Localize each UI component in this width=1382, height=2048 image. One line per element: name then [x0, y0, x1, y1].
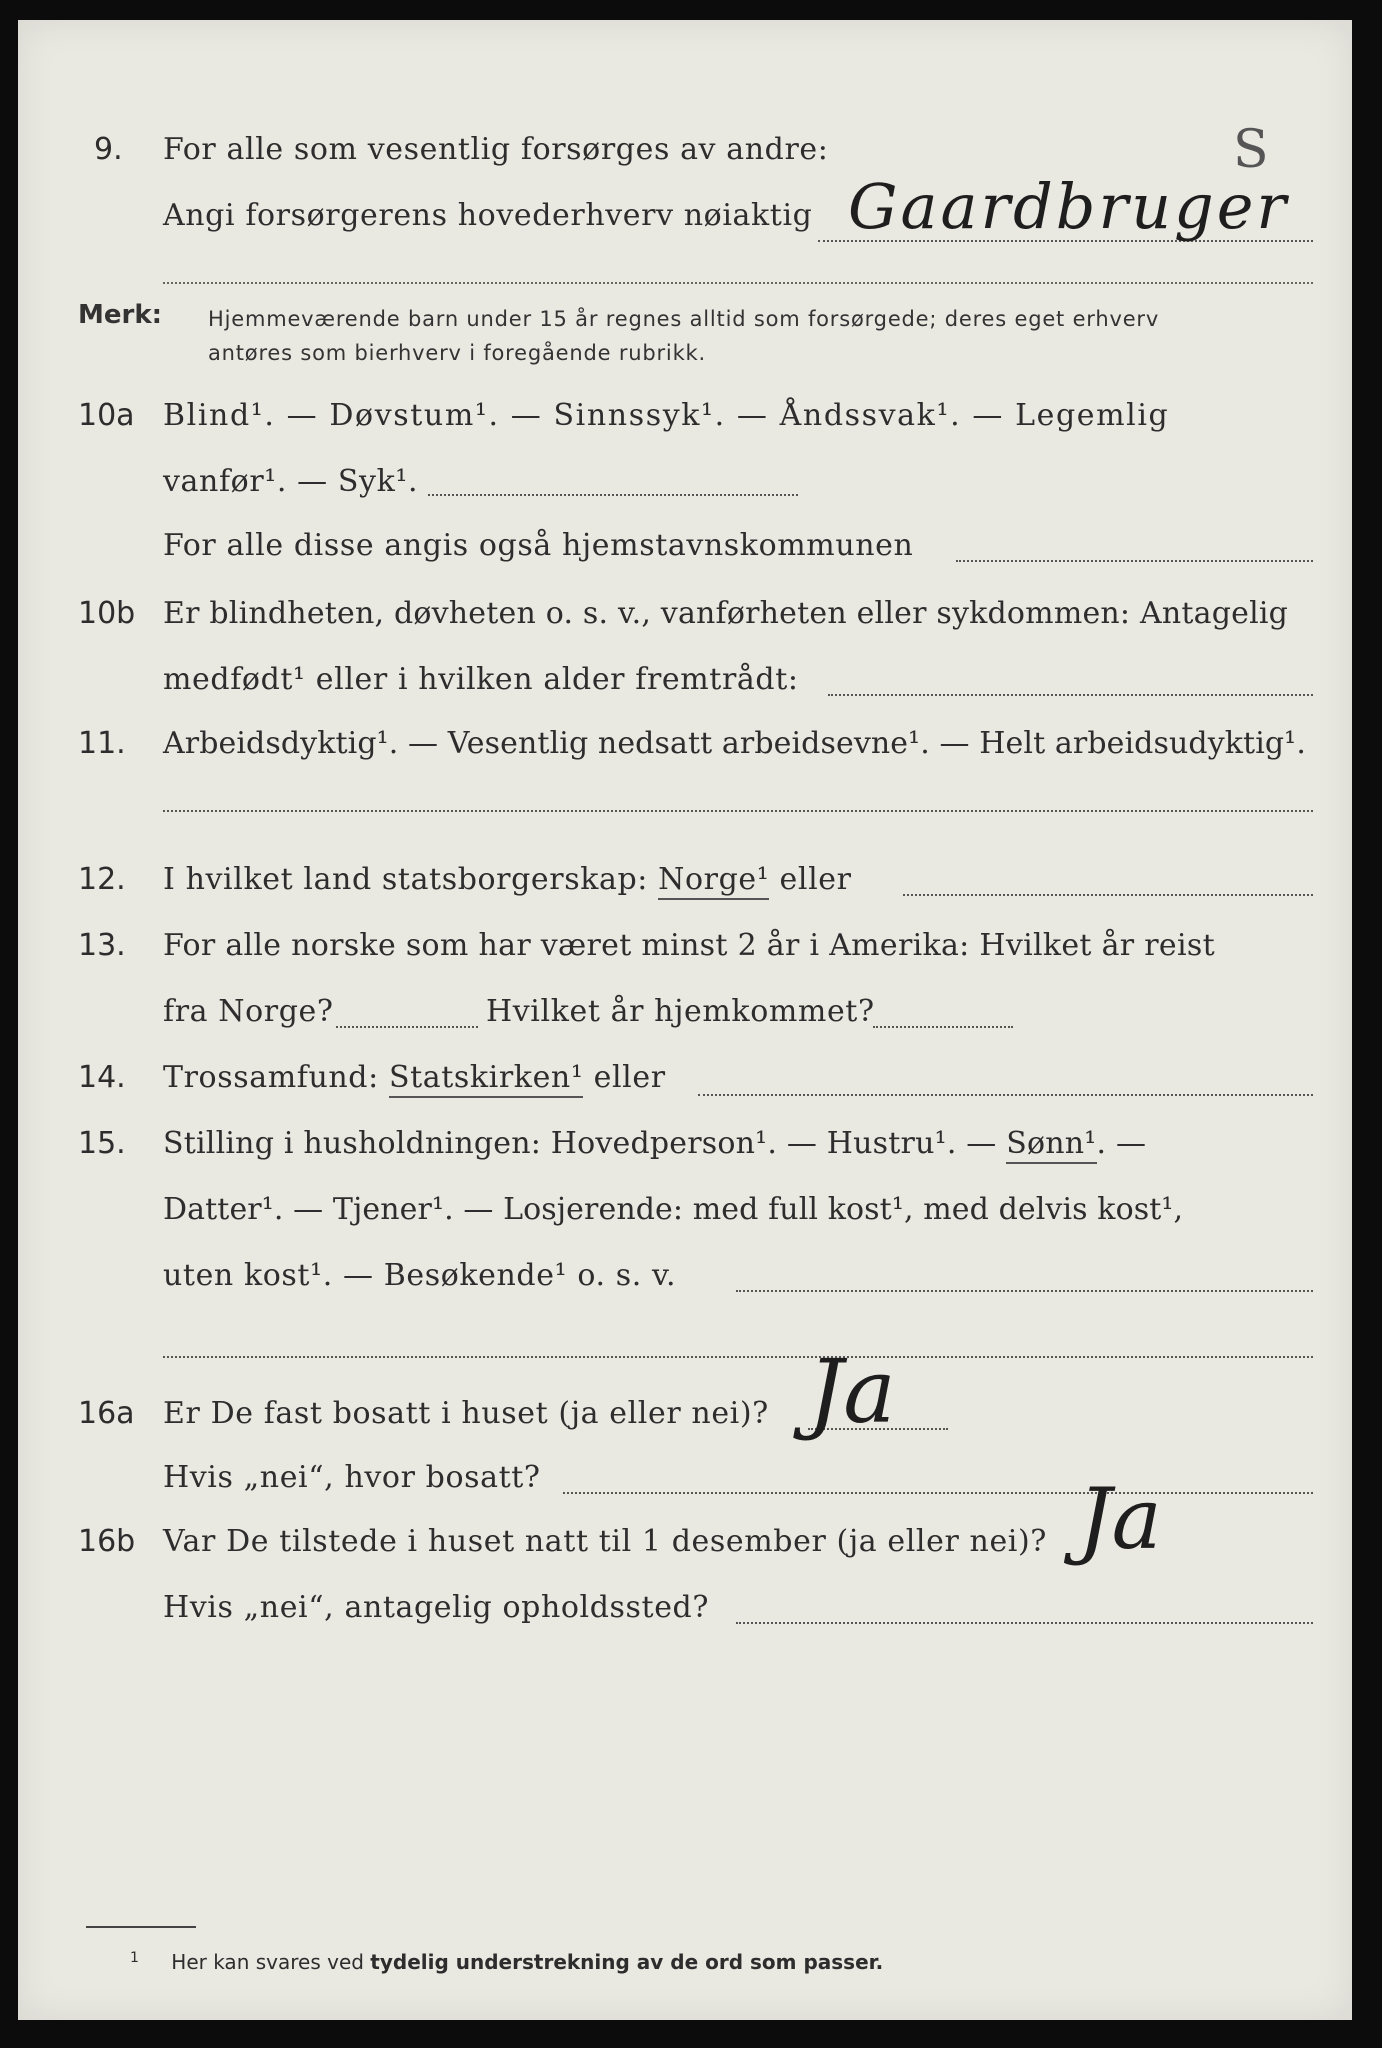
merk-label: Merk:: [78, 300, 163, 330]
q15-field: [736, 1290, 1313, 1292]
q16a-line2: Hvis „nei“, hvor bosatt?: [163, 1460, 541, 1495]
q9-answer: Gaardbruger: [848, 170, 1290, 243]
q14-text: [163, 1060, 666, 1096]
q9-line2: Angi forsørgerens hovederhverv nøiaktig: [163, 198, 813, 233]
q13-hjem-field: [873, 1026, 1013, 1028]
q16b-line2: Hvis „nei“, antagelig opholdssted?: [163, 1590, 710, 1625]
q14-field: [698, 1094, 1313, 1096]
q16a-number: 16a: [78, 1396, 135, 1431]
census-form-page: [18, 20, 1352, 2020]
q11-line1: Arbeidsdyktig¹. — Vesentlig nedsatt arbeidsevne¹. — Helt arbeidsudyktig¹.: [163, 726, 1306, 761]
q11-field: [163, 810, 1313, 812]
q10a-number: 10a: [78, 398, 135, 433]
q16a-line1: Er De fast bosatt i huset (ja eller nei)?: [163, 1396, 769, 1431]
q10a-line3: For alle disse angis også hjemstavnskommunen: [163, 528, 914, 563]
q13-line2b: Hvilket år hjemkommet?: [486, 994, 875, 1029]
q15-line3: uten kost¹. — Besøkende¹ o. s. v.: [163, 1258, 677, 1293]
q16a-answer: Ja: [808, 1340, 896, 1443]
q14-prefix: Trossamfund:: [163, 1060, 379, 1095]
footnote-rule: [86, 1926, 196, 1928]
q13-line1: For alle norske som har været minst 2 år i Amerika: Hvilket år reist: [163, 928, 1215, 963]
footnote-plain: Her kan svares ved: [171, 1950, 364, 1974]
q15-extra-field: [163, 1356, 1313, 1358]
footnote-mark: 1: [130, 1950, 139, 1966]
q16b-number: 16b: [78, 1524, 136, 1559]
q10b-number: 10b: [78, 596, 136, 631]
q15-number: 15.: [78, 1126, 126, 1161]
q14-suffix: eller: [593, 1060, 666, 1095]
q16b-line1: Var De tilstede i huset natt til 1 desember (ja eller nei)?: [163, 1524, 1047, 1559]
q16b-answer: Ja: [1078, 1470, 1162, 1568]
q9-number: 9.: [94, 132, 123, 167]
q12-number: 12.: [78, 862, 126, 897]
q15-underlined: Sønn¹: [1006, 1126, 1096, 1164]
q13-reist-field: [336, 1026, 478, 1028]
q12-field: [903, 894, 1313, 896]
q10a-line1: Blind¹. — Døvstum¹. — Sinnssyk¹. — Åndssvak¹. — Legemlig: [163, 398, 1170, 433]
footnote-bold: tydelig understrekning av de ord som passer.: [370, 1950, 884, 1974]
corner-mark: S: [1233, 120, 1269, 180]
q15-line1a: Stilling i husholdningen: Hovedperson¹. — Hustru¹. —: [163, 1126, 997, 1161]
q15-line2: Datter¹. — Tjener¹. — Losjerende: med full kost¹, med delvis kost¹,: [163, 1192, 1184, 1227]
q10a-line3-field: [956, 560, 1313, 562]
q12-suffix: eller: [779, 862, 852, 897]
q15-line1b: . —: [1096, 1126, 1147, 1161]
q16b-field: [736, 1622, 1313, 1624]
q12-underlined: Norge¹: [658, 862, 769, 900]
q15-line1: [163, 1126, 1146, 1162]
q10b-line2: medfødt¹ eller i hvilken alder fremtrådt:: [163, 662, 799, 697]
merk-line2: antøres som bierhverv i foregående rubrikk.: [208, 341, 706, 365]
q13-line2a: fra Norge?: [163, 994, 334, 1029]
footnote: [130, 1950, 883, 1974]
merk-line1: Hjemmeværende barn under 15 år regnes alltid som forsørgede; deres eget erhverv: [208, 307, 1160, 331]
q10a-line2-field: [428, 494, 798, 496]
q14-number: 14.: [78, 1060, 126, 1095]
q10b-line1: Er blindheten, døvheten o. s. v., vanførheten eller sykdommen: Antagelig: [163, 596, 1289, 631]
q12-text: [163, 862, 852, 898]
q10a-line2: vanfør¹. — Syk¹.: [163, 464, 419, 499]
q12-prefix: I hvilket land statsborgerskap:: [163, 862, 648, 897]
q10b-field: [828, 694, 1313, 696]
q11-number: 11.: [78, 726, 126, 761]
q9-line1: For alle som vesentlig forsørges av andre:: [163, 132, 829, 167]
q13-number: 13.: [78, 928, 126, 963]
q14-underlined: Statskirken¹: [389, 1060, 584, 1098]
q9-separator: [163, 282, 1313, 284]
q16a-line2-field: [563, 1492, 1313, 1494]
